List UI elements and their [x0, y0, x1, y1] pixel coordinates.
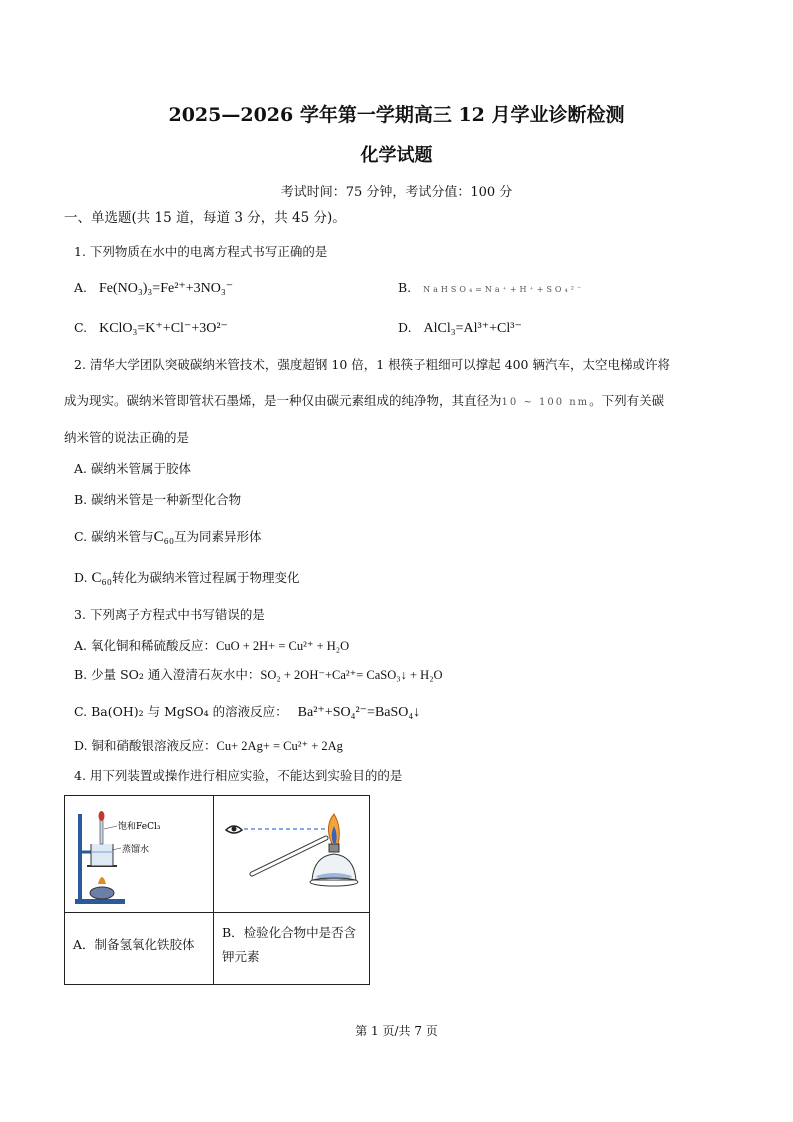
q2-stem-part2: 成为现实。碳纳米管即管状石墨烯，是一种仅由碳元素组成的纯净物，其直径为: [64, 393, 502, 408]
q2-option-b: B. 碳纳米管是一种新型化合物: [74, 492, 242, 507]
q4-caption-a: A．制备氢氧化铁胶体: [73, 937, 195, 952]
q1-option-d: [398, 319, 522, 338]
dropper-bulb: [99, 811, 105, 821]
q2-d-formula: C₆₀: [91, 570, 113, 586]
q3-d-eq: Cu+ 2Ag+ = Cu²⁺ + 2Ag: [216, 739, 343, 753]
q1-d-formula: AlCl₃=Al³⁺+Cl³⁻: [423, 321, 522, 336]
q3-a-eq: CuO + 2H+ = Cu²⁺ + H₂O: [215, 639, 350, 653]
q4-figure-table: [64, 795, 370, 985]
q1-a-label: A.: [74, 280, 88, 295]
q2-d-post: 转化为碳纳米管过程属于物理变化: [112, 570, 300, 585]
q2-c-formula: C₆₀: [153, 529, 175, 545]
flame: [98, 877, 106, 884]
subject-title: 化学试题: [360, 145, 433, 166]
flame-test-figure: [214, 796, 369, 908]
label-line-1: [104, 826, 117, 829]
q4-caption-a-cell: [65, 913, 214, 985]
q4-figure-b-cell: [214, 796, 370, 913]
q3-c-eq: Ba²⁺+SO₄²⁻=BaSO₄↓: [297, 705, 421, 720]
q1-option-b: [398, 279, 584, 299]
q2-d-pre: D.: [74, 570, 88, 585]
q4-caption-b: B．检验化合物中是否含钾元素: [222, 925, 357, 964]
q2-stem-line3: 纳米管的说法正确的是: [64, 430, 190, 445]
q1-b-label: B.: [398, 280, 412, 295]
page-footer: 第 1 页/共 7 页: [355, 1024, 438, 1038]
q1-c-label: C.: [74, 320, 88, 335]
burner: [90, 887, 114, 899]
q1-c-formula: KClO₃=K⁺+Cl⁻+3O²⁻: [99, 321, 228, 336]
q2-c-post: 互为同素异形体: [174, 529, 262, 544]
exam-info: 考试时间：75 分钟，考试分值：100 分: [280, 185, 513, 200]
q3-stem: 3. 下列离子方程式中书写错误的是: [74, 607, 265, 622]
dropper: [100, 818, 103, 844]
stand-base: [75, 899, 125, 904]
q3-option-a: [74, 637, 349, 655]
lamp-cap: [329, 844, 339, 852]
exam-title: 2025—2026 学年第一学期高三 12 月学业诊断检测: [168, 104, 625, 126]
q2-option-a: A. 碳纳米管属于胶体: [74, 461, 191, 476]
q3-c-pre: C. Ba(OH)₂ 与 MgSO₄ 的溶液反应：: [74, 704, 288, 719]
q1-stem: 1. 下列物质在水中的电离方程式书写正确的是: [74, 244, 328, 259]
q3-a-pre: A. 氧化铜和稀硫酸反应：: [74, 638, 216, 653]
q4-stem: 4. 用下列装置或操作进行相应实验，不能达到实验目的的是: [74, 768, 403, 783]
label-distilled-water: 蒸馏水: [122, 845, 150, 855]
q1-option-c: [74, 319, 228, 338]
q3-option-d: [74, 737, 343, 755]
beaker: [91, 844, 113, 866]
q3-option-b: [74, 666, 443, 684]
q4-caption-b-cell: [214, 913, 370, 985]
q3-b-pre: B. 少量 SO₂ 通入澄清石灰水中：: [74, 667, 261, 682]
q1-b-formula: NaHSO₄=Na⁺+H⁺+SO₄²⁻: [423, 285, 585, 294]
q2-option-c: [74, 528, 262, 546]
stand-rod: [78, 814, 82, 900]
q2-c-pre: C. 碳纳米管与: [74, 529, 154, 544]
q2-stem-line1: 2. 清华大学团队突破碳纳米管技术，强度超钢 10 倍，1 根筷子粗细可以撑起 400 辆汽车，太空电梯或许将: [74, 357, 670, 372]
heating-setup-figure: [65, 796, 213, 908]
q3-b-eq: SO₂ + 2OH⁻+Ca²⁺= CaSO₃↓ + H₂O: [260, 668, 443, 682]
q1-d-label: D.: [398, 320, 412, 335]
q3-option-c: [74, 703, 420, 722]
label-fecl3: 饱和FeCl₃: [118, 822, 161, 832]
q2-option-d: [74, 569, 300, 587]
q2-stem-part3: 。下列有关碳: [589, 393, 665, 408]
q1-option-a: [74, 279, 233, 298]
q3-d-pre: D. 铜和硝酸银溶液反应：: [74, 738, 217, 753]
q4-figure-a-cell: [65, 796, 214, 913]
q2-diameter-range: 10 ~ 100 nm: [501, 397, 590, 408]
section-heading: 一、单选题(共 15 道，每道 3 分，共 45 分)。: [64, 210, 346, 226]
q2-stem-line2: [64, 392, 664, 412]
q1-a-formula: Fe(NO₃)₃=Fe²⁺+3NO₃⁻: [99, 281, 234, 296]
